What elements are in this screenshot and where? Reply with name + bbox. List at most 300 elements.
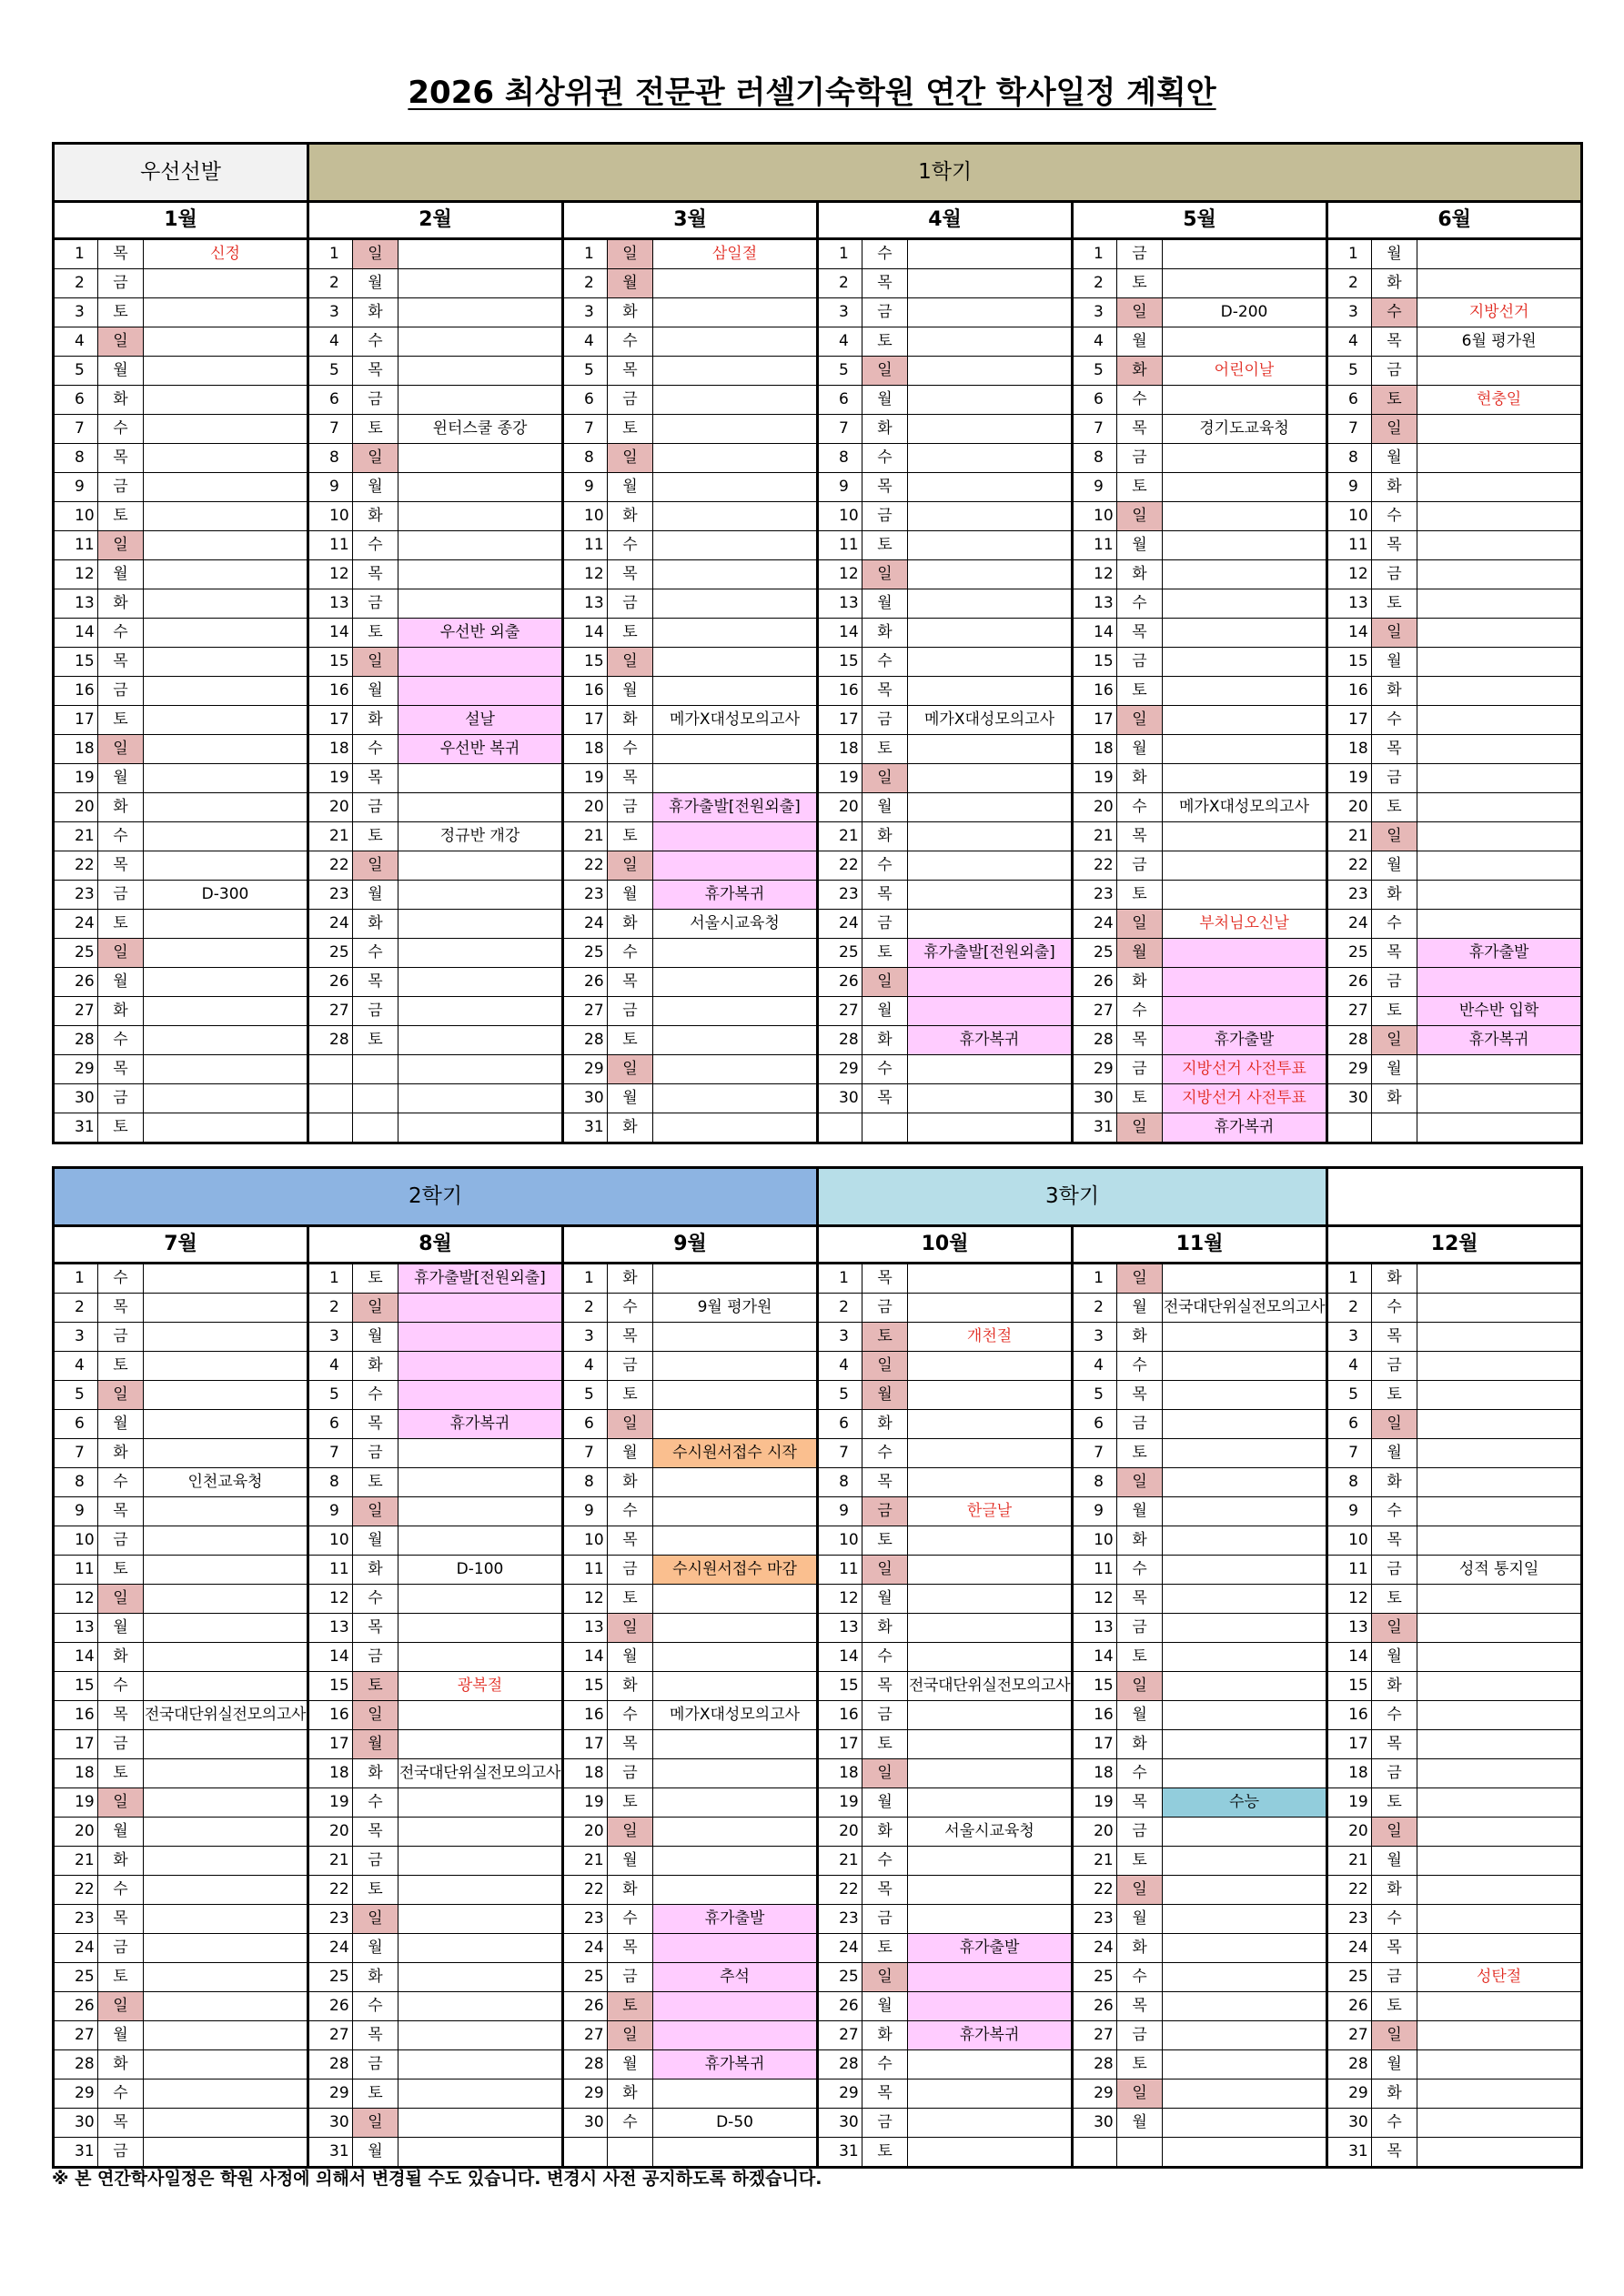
event-cell bbox=[1417, 764, 1582, 793]
day-number: 1 bbox=[54, 239, 98, 269]
day-number: 22 bbox=[308, 851, 353, 881]
day-number: 15 bbox=[54, 1672, 98, 1701]
weekday-cell: 토 bbox=[353, 1876, 398, 1905]
weekday-cell: 화 bbox=[353, 502, 398, 531]
day-number: 25 bbox=[1073, 1963, 1117, 1992]
day-number: 26 bbox=[1327, 1992, 1372, 2021]
weekday-cell: 일 bbox=[98, 1585, 144, 1614]
weekday-cell: 월 bbox=[98, 764, 144, 793]
day-number: 5 bbox=[1073, 357, 1117, 386]
event-cell bbox=[144, 1439, 308, 1468]
day-number: 8 bbox=[1073, 444, 1117, 473]
day-number: 11 bbox=[563, 1556, 608, 1585]
day-number: 15 bbox=[308, 1672, 353, 1701]
day-number: 28 bbox=[1327, 1026, 1372, 1055]
event-cell bbox=[908, 1876, 1073, 1905]
weekday-cell: 토 bbox=[608, 619, 653, 648]
event-cell bbox=[1417, 357, 1582, 386]
weekday-cell: 수 bbox=[353, 1788, 398, 1818]
calendar-row bbox=[54, 764, 1582, 793]
weekday-cell: 토 bbox=[353, 2079, 398, 2109]
day-number: 9 bbox=[1073, 473, 1117, 502]
day-number: 8 bbox=[1073, 1468, 1117, 1497]
event-cell: 경기도교육청 bbox=[1163, 415, 1327, 444]
day-number: 21 bbox=[308, 822, 353, 851]
day-number: 4 bbox=[54, 327, 98, 357]
weekday-cell: 일 bbox=[608, 1614, 653, 1643]
event-cell bbox=[398, 1992, 563, 2021]
event-cell bbox=[144, 1294, 308, 1323]
weekday-cell: 수 bbox=[608, 1701, 653, 1730]
event-cell bbox=[1163, 619, 1327, 648]
event-cell bbox=[908, 1526, 1073, 1556]
event-cell bbox=[144, 1847, 308, 1876]
day-number: 14 bbox=[54, 1643, 98, 1672]
day-number: 27 bbox=[1073, 2021, 1117, 2050]
event-cell bbox=[653, 1643, 818, 1672]
day-number: 13 bbox=[563, 1614, 608, 1643]
weekday-cell: 목 bbox=[608, 357, 653, 386]
calendar-row bbox=[54, 1585, 1582, 1614]
month-header: 4월 bbox=[818, 202, 1073, 239]
event-cell bbox=[653, 1410, 818, 1439]
day-number: 18 bbox=[54, 1759, 98, 1788]
weekday-cell: 금 bbox=[862, 1497, 908, 1526]
day-number: 19 bbox=[308, 1788, 353, 1818]
calendar-row bbox=[54, 1439, 1582, 1468]
event-cell bbox=[1163, 1847, 1327, 1876]
weekday-cell bbox=[353, 1055, 398, 1084]
event-cell bbox=[1417, 1410, 1582, 1439]
weekday-cell: 금 bbox=[1117, 1614, 1163, 1643]
day-number: 24 bbox=[1073, 1934, 1117, 1963]
weekday-cell: 월 bbox=[1117, 531, 1163, 560]
event-cell bbox=[653, 648, 818, 677]
weekday-cell: 목 bbox=[608, 1526, 653, 1556]
day-number: 22 bbox=[1073, 1876, 1117, 1905]
event-cell bbox=[908, 589, 1073, 619]
day-number: 12 bbox=[1327, 1585, 1372, 1614]
day-number: 9 bbox=[1073, 1497, 1117, 1526]
event-cell bbox=[1417, 1643, 1582, 1672]
calendar-row bbox=[54, 881, 1582, 910]
weekday-cell: 월 bbox=[353, 1526, 398, 1556]
event-cell bbox=[653, 677, 818, 706]
weekday-cell: 수 bbox=[608, 2109, 653, 2138]
day-number: 29 bbox=[563, 2079, 608, 2109]
day-number: 17 bbox=[818, 706, 862, 735]
day-number: 12 bbox=[308, 1585, 353, 1614]
weekday-cell bbox=[1372, 1113, 1417, 1143]
event-cell bbox=[653, 1113, 818, 1143]
day-number: 6 bbox=[563, 1410, 608, 1439]
weekday-cell: 목 bbox=[862, 1876, 908, 1905]
weekday-cell: 월 bbox=[1372, 1439, 1417, 1468]
weekday-cell: 목 bbox=[353, 357, 398, 386]
day-number: 16 bbox=[563, 677, 608, 706]
day-number: 4 bbox=[1327, 1352, 1372, 1381]
event-cell bbox=[1163, 1876, 1327, 1905]
day-number: 17 bbox=[1327, 1730, 1372, 1759]
day-number: 18 bbox=[54, 735, 98, 764]
weekday-cell: 일 bbox=[353, 239, 398, 269]
event-cell: 휴가복귀 bbox=[398, 1410, 563, 1439]
day-number: 23 bbox=[1073, 1905, 1117, 1934]
day-number: 15 bbox=[1073, 1672, 1117, 1701]
event-cell bbox=[653, 1055, 818, 1084]
event-cell bbox=[1163, 589, 1327, 619]
weekday-cell: 금 bbox=[353, 793, 398, 822]
event-cell bbox=[1417, 793, 1582, 822]
weekday-cell: 토 bbox=[862, 1730, 908, 1759]
day-number bbox=[308, 1084, 353, 1113]
event-cell bbox=[398, 357, 563, 386]
weekday-cell: 수 bbox=[862, 648, 908, 677]
day-number: 7 bbox=[54, 415, 98, 444]
event-cell bbox=[398, 560, 563, 589]
weekday-cell: 수 bbox=[353, 1992, 398, 2021]
month-header: 8월 bbox=[308, 1226, 563, 1264]
day-number: 14 bbox=[818, 1643, 862, 1672]
day-number: 29 bbox=[818, 2079, 862, 2109]
day-number: 13 bbox=[1327, 1614, 1372, 1643]
event-cell bbox=[1417, 415, 1582, 444]
weekday-cell: 수 bbox=[98, 822, 144, 851]
weekday-cell: 화 bbox=[98, 2050, 144, 2079]
weekday-cell: 금 bbox=[1117, 444, 1163, 473]
weekday-cell: 월 bbox=[608, 1439, 653, 1468]
event-cell bbox=[1163, 327, 1327, 357]
weekday-cell: 수 bbox=[1372, 706, 1417, 735]
weekday-cell: 일 bbox=[862, 968, 908, 997]
event-cell bbox=[908, 473, 1073, 502]
event-cell bbox=[908, 239, 1073, 269]
day-number: 2 bbox=[1327, 1294, 1372, 1323]
event-cell bbox=[144, 531, 308, 560]
weekday-cell: 목 bbox=[608, 1323, 653, 1352]
day-number: 26 bbox=[54, 968, 98, 997]
weekday-cell: 목 bbox=[1372, 1526, 1417, 1556]
event-cell bbox=[908, 1410, 1073, 1439]
day-number: 30 bbox=[1327, 1084, 1372, 1113]
day-number: 20 bbox=[563, 1818, 608, 1847]
calendar-row bbox=[54, 939, 1582, 968]
event-cell bbox=[398, 2021, 563, 2050]
event-cell bbox=[653, 269, 818, 298]
day-number: 26 bbox=[54, 1992, 98, 2021]
weekday-cell: 월 bbox=[353, 881, 398, 910]
day-number: 16 bbox=[563, 1701, 608, 1730]
weekday-cell: 일 bbox=[1117, 1672, 1163, 1701]
calendar-row bbox=[54, 1759, 1582, 1788]
day-number: 12 bbox=[54, 1585, 98, 1614]
day-number: 3 bbox=[54, 298, 98, 327]
event-cell bbox=[653, 2079, 818, 2109]
weekday-cell: 일 bbox=[862, 764, 908, 793]
weekday-cell: 수 bbox=[862, 1439, 908, 1468]
day-number: 24 bbox=[563, 1934, 608, 1963]
event-cell bbox=[1417, 502, 1582, 531]
weekday-cell: 화 bbox=[608, 1113, 653, 1143]
weekday-cell: 토 bbox=[98, 1759, 144, 1788]
day-number: 8 bbox=[818, 1468, 862, 1497]
event-cell bbox=[1417, 1323, 1582, 1352]
day-number: 17 bbox=[1073, 706, 1117, 735]
day-number: 2 bbox=[818, 269, 862, 298]
day-number: 5 bbox=[818, 357, 862, 386]
event-cell: 휴가출발[전원외출] bbox=[398, 1264, 563, 1294]
weekday-cell: 토 bbox=[353, 1026, 398, 1055]
event-cell bbox=[398, 1847, 563, 1876]
weekday-cell: 일 bbox=[1372, 415, 1417, 444]
weekday-cell: 일 bbox=[608, 851, 653, 881]
day-number: 24 bbox=[54, 910, 98, 939]
day-number: 7 bbox=[1073, 1439, 1117, 1468]
event-cell bbox=[1417, 1934, 1582, 1963]
weekday-cell: 토 bbox=[98, 298, 144, 327]
day-number: 4 bbox=[818, 1352, 862, 1381]
month-header: 9월 bbox=[563, 1226, 818, 1264]
weekday-cell: 수 bbox=[862, 1847, 908, 1876]
day-number: 5 bbox=[563, 357, 608, 386]
day-number: 25 bbox=[818, 1963, 862, 1992]
event-cell: 전국대단위실전모의고사 bbox=[908, 1672, 1073, 1701]
day-number: 26 bbox=[563, 968, 608, 997]
event-cell bbox=[1417, 531, 1582, 560]
weekday-cell: 월 bbox=[608, 1847, 653, 1876]
event-cell bbox=[144, 357, 308, 386]
day-number: 21 bbox=[1073, 1847, 1117, 1876]
day-number: 12 bbox=[54, 560, 98, 589]
weekday-cell: 월 bbox=[1372, 1055, 1417, 1084]
weekday-cell: 목 bbox=[98, 851, 144, 881]
event-cell bbox=[144, 1730, 308, 1759]
day-number: 14 bbox=[1327, 1643, 1372, 1672]
day-number: 28 bbox=[818, 1026, 862, 1055]
day-number: 15 bbox=[1327, 1672, 1372, 1701]
weekday-cell: 토 bbox=[1372, 1992, 1417, 2021]
event-cell bbox=[908, 677, 1073, 706]
event-cell bbox=[144, 2079, 308, 2109]
event-cell bbox=[1163, 1759, 1327, 1788]
event-cell bbox=[144, 298, 308, 327]
calendar-row bbox=[54, 2138, 1582, 2168]
weekday-cell: 금 bbox=[98, 2138, 144, 2168]
calendar-row bbox=[54, 2050, 1582, 2079]
weekday-cell: 화 bbox=[1372, 1084, 1417, 1113]
weekday-cell: 월 bbox=[1117, 1294, 1163, 1323]
event-cell bbox=[653, 1992, 818, 2021]
day-number: 28 bbox=[1073, 2050, 1117, 2079]
calendar-second-half bbox=[52, 1166, 1583, 2169]
day-number: 19 bbox=[1073, 1788, 1117, 1818]
calendar-row bbox=[54, 1084, 1582, 1113]
event-cell bbox=[398, 910, 563, 939]
weekday-cell: 수 bbox=[608, 735, 653, 764]
event-cell bbox=[144, 1323, 308, 1352]
event-cell bbox=[144, 968, 308, 997]
event-cell: 휴가출발[전원외출] bbox=[908, 939, 1073, 968]
event-cell bbox=[144, 2138, 308, 2168]
calendar-row bbox=[54, 269, 1582, 298]
weekday-cell: 일 bbox=[1372, 1614, 1417, 1643]
weekday-cell: 수 bbox=[1117, 589, 1163, 619]
weekday-cell: 토 bbox=[1117, 473, 1163, 502]
day-number: 29 bbox=[1327, 2079, 1372, 2109]
weekday-cell: 목 bbox=[1117, 822, 1163, 851]
event-cell: 서울시교육청 bbox=[653, 910, 818, 939]
weekday-cell: 수 bbox=[1372, 1905, 1417, 1934]
day-number: 25 bbox=[54, 939, 98, 968]
event-cell bbox=[398, 1294, 563, 1323]
weekday-cell: 일 bbox=[862, 357, 908, 386]
weekday-cell: 화 bbox=[1117, 764, 1163, 793]
event-cell bbox=[144, 1026, 308, 1055]
day-number: 30 bbox=[54, 2109, 98, 2138]
calendar-row bbox=[54, 910, 1582, 939]
weekday-cell: 토 bbox=[1372, 793, 1417, 822]
calendar-row bbox=[54, 444, 1582, 473]
calendar-row bbox=[54, 1643, 1582, 1672]
event-cell bbox=[1163, 1701, 1327, 1730]
weekday-cell: 일 bbox=[1117, 298, 1163, 327]
calendar-row bbox=[54, 1992, 1582, 2021]
weekday-cell: 토 bbox=[98, 1556, 144, 1585]
event-cell: 9월 평가원 bbox=[653, 1294, 818, 1323]
calendar-row bbox=[54, 1352, 1582, 1381]
event-cell bbox=[1163, 239, 1327, 269]
day-number: 8 bbox=[563, 444, 608, 473]
weekday-cell: 목 bbox=[98, 444, 144, 473]
event-cell bbox=[1163, 2021, 1327, 2050]
event-cell bbox=[398, 1905, 563, 1934]
event-cell bbox=[1163, 1730, 1327, 1759]
weekday-cell: 화 bbox=[1117, 1323, 1163, 1352]
weekday-cell: 토 bbox=[98, 910, 144, 939]
day-number: 6 bbox=[1073, 386, 1117, 415]
weekday-cell: 수 bbox=[98, 2079, 144, 2109]
day-number: 17 bbox=[818, 1730, 862, 1759]
weekday-cell: 일 bbox=[353, 1905, 398, 1934]
weekday-cell: 화 bbox=[98, 1847, 144, 1876]
event-cell bbox=[144, 1410, 308, 1439]
weekday-cell: 금 bbox=[353, 1847, 398, 1876]
day-number: 23 bbox=[1073, 881, 1117, 910]
weekday-cell: 일 bbox=[1372, 1410, 1417, 1439]
day-number: 5 bbox=[308, 357, 353, 386]
event-cell: 개천절 bbox=[908, 1323, 1073, 1352]
weekday-cell: 수 bbox=[1372, 298, 1417, 327]
day-number: 15 bbox=[818, 648, 862, 677]
weekday-cell: 수 bbox=[1372, 910, 1417, 939]
event-cell: 인천교육청 bbox=[144, 1468, 308, 1497]
weekday-cell: 화 bbox=[353, 706, 398, 735]
weekday-cell: 수 bbox=[98, 1672, 144, 1701]
day-number: 19 bbox=[563, 764, 608, 793]
event-cell bbox=[1417, 1585, 1582, 1614]
event-cell bbox=[398, 1934, 563, 1963]
weekday-cell: 화 bbox=[608, 910, 653, 939]
weekday-cell: 목 bbox=[353, 968, 398, 997]
event-cell bbox=[1163, 1381, 1327, 1410]
weekday-cell: 월 bbox=[98, 1818, 144, 1847]
weekday-cell: 금 bbox=[98, 1323, 144, 1352]
event-cell bbox=[1417, 589, 1582, 619]
weekday-cell: 월 bbox=[608, 1643, 653, 1672]
day-number: 28 bbox=[818, 2050, 862, 2079]
weekday-cell: 토 bbox=[1372, 1788, 1417, 1818]
weekday-cell: 목 bbox=[98, 1701, 144, 1730]
event-cell bbox=[398, 1381, 563, 1410]
weekday-cell: 월 bbox=[862, 997, 908, 1026]
weekday-cell: 화 bbox=[98, 793, 144, 822]
weekday-cell: 목 bbox=[353, 764, 398, 793]
weekday-cell: 화 bbox=[862, 2021, 908, 2050]
day-number: 24 bbox=[308, 1934, 353, 1963]
event-cell bbox=[908, 531, 1073, 560]
event-cell bbox=[398, 764, 563, 793]
event-cell bbox=[653, 619, 818, 648]
day-number: 17 bbox=[563, 1730, 608, 1759]
calendar-row bbox=[54, 968, 1582, 997]
calendar-row bbox=[54, 1264, 1582, 1294]
day-number: 13 bbox=[54, 1614, 98, 1643]
weekday-cell: 목 bbox=[862, 677, 908, 706]
day-number: 6 bbox=[308, 1410, 353, 1439]
weekday-cell: 토 bbox=[608, 1026, 653, 1055]
day-number: 7 bbox=[1327, 415, 1372, 444]
weekday-cell: 목 bbox=[98, 1294, 144, 1323]
event-cell: 부처님오신날 bbox=[1163, 910, 1327, 939]
weekday-cell: 목 bbox=[862, 881, 908, 910]
day-number: 19 bbox=[818, 1788, 862, 1818]
event-cell bbox=[1163, 473, 1327, 502]
weekday-cell: 일 bbox=[353, 648, 398, 677]
day-number: 1 bbox=[563, 239, 608, 269]
event-cell bbox=[144, 1876, 308, 1905]
event-cell bbox=[908, 764, 1073, 793]
event-cell bbox=[1417, 560, 1582, 589]
event-cell bbox=[653, 444, 818, 473]
event-cell bbox=[1417, 1439, 1582, 1468]
day-number: 12 bbox=[1327, 560, 1372, 589]
event-cell bbox=[398, 269, 563, 298]
event-cell bbox=[653, 1084, 818, 1113]
day-number: 3 bbox=[818, 1323, 862, 1352]
day-number: 12 bbox=[1073, 1585, 1117, 1614]
weekday-cell: 화 bbox=[353, 1556, 398, 1585]
calendar-row bbox=[54, 793, 1582, 822]
day-number: 23 bbox=[563, 881, 608, 910]
day-number: 19 bbox=[308, 764, 353, 793]
day-number: 24 bbox=[1327, 1934, 1372, 1963]
event-cell bbox=[144, 648, 308, 677]
event-cell: 메가X대성모의고사 bbox=[908, 706, 1073, 735]
day-number: 30 bbox=[1327, 2109, 1372, 2138]
event-cell: 휴가출발 bbox=[1163, 1026, 1327, 1055]
event-cell: 휴가출발[전원외출] bbox=[653, 793, 818, 822]
weekday-cell: 일 bbox=[353, 851, 398, 881]
event-cell bbox=[1417, 1759, 1582, 1788]
weekday-cell: 금 bbox=[862, 1701, 908, 1730]
day-number: 4 bbox=[1073, 327, 1117, 357]
event-cell bbox=[144, 851, 308, 881]
weekday-cell: 토 bbox=[862, 1526, 908, 1556]
event-cell bbox=[1163, 2109, 1327, 2138]
day-number: 29 bbox=[1073, 2079, 1117, 2109]
event-cell bbox=[1163, 1643, 1327, 1672]
weekday-cell: 금 bbox=[353, 2050, 398, 2079]
